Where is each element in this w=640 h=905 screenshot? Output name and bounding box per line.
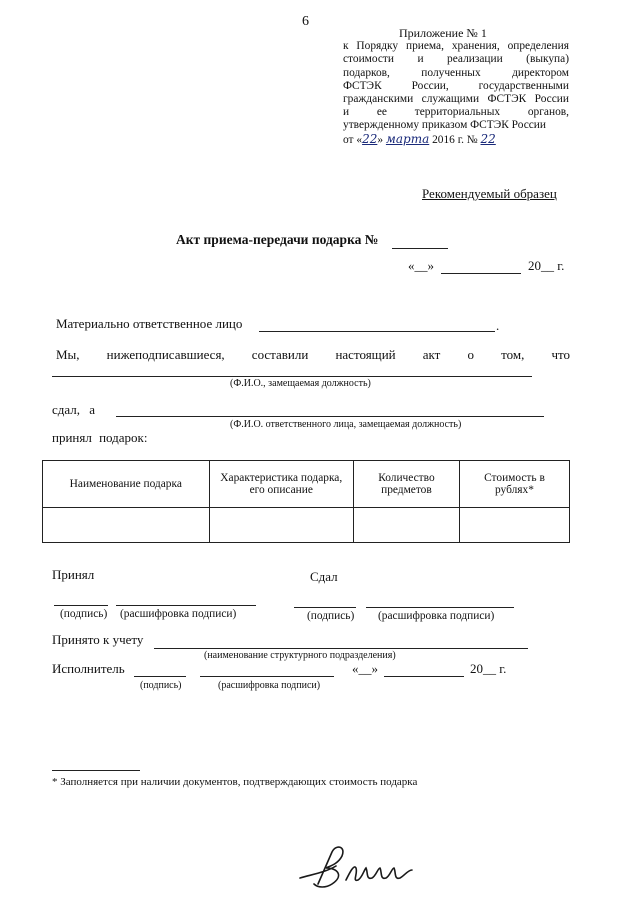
table-header-row — [43, 461, 570, 508]
table-row — [43, 508, 570, 543]
department-field[interactable] — [154, 648, 528, 649]
page-title: Акт приема-передачи подарка № — [176, 232, 379, 247]
gift-table — [42, 460, 570, 543]
department-caption: (наименование структурного подразделения) — [204, 650, 396, 661]
appendix-line: ФСТЭК России, государственными — [343, 79, 569, 92]
handwritten-day: 22 — [362, 131, 378, 146]
executor-label: Исполнитель — [52, 661, 125, 676]
handwritten-signature — [296, 838, 416, 894]
appendix-line: подарков, полученных директором — [343, 66, 569, 79]
table-cell[interactable] — [353, 508, 459, 543]
sign-caption: (подпись) — [307, 610, 355, 622]
footnote: * Заполняется при наличии документов, подтверждающих стоимость подарка — [52, 776, 418, 788]
footnote-divider — [52, 770, 140, 771]
handwritten-number: 22 — [480, 131, 496, 146]
act-number-blank[interactable] — [392, 248, 448, 249]
date-prefix: от « — [343, 133, 363, 146]
fio-caption: (Ф.И.О., замещаемая должность) — [230, 378, 371, 389]
handed-label: Сдал — [310, 569, 338, 584]
fio-responsible-caption: (Ф.И.О. ответственного лица, замещаемая должность) — [230, 419, 462, 430]
page-number: 6 — [302, 14, 309, 29]
table-cell[interactable] — [43, 508, 210, 543]
accepted-label: Принял — [52, 567, 95, 582]
header-cell: Стоимость в рублях* — [459, 461, 569, 508]
date-year: 2016 г. № — [432, 133, 478, 146]
header-cell: Количество предметов — [353, 461, 459, 508]
fio-responsible-field[interactable] — [116, 416, 544, 417]
appendix-date-line: от «22» марта 2016 г. № 22 — [343, 131, 496, 146]
period: . — [496, 318, 500, 333]
recommended-sample: Рекомендуемый образец — [422, 186, 557, 201]
passed-label: сдал, а — [52, 402, 96, 417]
decode-caption: (расшифровка подписи) — [378, 610, 495, 622]
date-year: 20__ г. — [528, 258, 565, 273]
fio-field[interactable] — [52, 376, 532, 377]
month-blank[interactable] — [441, 273, 521, 274]
handed-sign-line[interactable] — [294, 607, 356, 608]
registered-label: Принято к учету — [52, 632, 144, 647]
table-cell[interactable] — [459, 508, 569, 543]
appendix-line: гражданскими служащими ФСТЭК России — [343, 93, 569, 106]
responsible-field[interactable] — [259, 331, 495, 332]
date-open: «__» — [408, 258, 434, 273]
decode-caption: (расшифровка подписи) — [218, 680, 321, 691]
executor-date-open: «__» — [352, 661, 378, 676]
header-cell: Наименование подарка — [43, 461, 210, 508]
we-text: Мы, нижеподписавшиеся, составили настоящий акт о том, что — [56, 347, 570, 362]
appendix-line: утвержденному приказом ФСТЭК России — [343, 119, 547, 132]
table-cell[interactable] — [209, 508, 353, 543]
handed-decode-line[interactable] — [366, 607, 514, 608]
executor-sign-line[interactable] — [134, 676, 186, 677]
decode-caption: (расшифровка подписи) — [120, 608, 237, 620]
header-cell: Характеристика подарка, его описание — [209, 461, 353, 508]
responsible-label: Материально ответственное лицо — [56, 316, 243, 331]
executor-year: 20__ г. — [470, 661, 507, 676]
accepted-decode-line[interactable] — [116, 605, 256, 606]
appendix-line: к Порядку приема, хранения, определения — [343, 40, 569, 53]
appendix-block — [343, 27, 569, 147]
accepted-sign-line[interactable] — [54, 605, 108, 606]
executor-month-blank[interactable] — [384, 676, 464, 677]
appendix-line: стоимости и реализации (выкупа) — [343, 53, 569, 66]
sign-caption: (подпись) — [60, 608, 108, 620]
sign-caption: (подпись) — [140, 680, 182, 691]
appendix-line: Приложение № 1 — [399, 26, 487, 40]
handwritten-month: марта — [385, 131, 430, 146]
executor-decode-line[interactable] — [200, 676, 334, 677]
appendix-line: и ее территориальных органов, — [343, 106, 569, 119]
accepted-gift-label: принял подарок: — [52, 430, 148, 445]
